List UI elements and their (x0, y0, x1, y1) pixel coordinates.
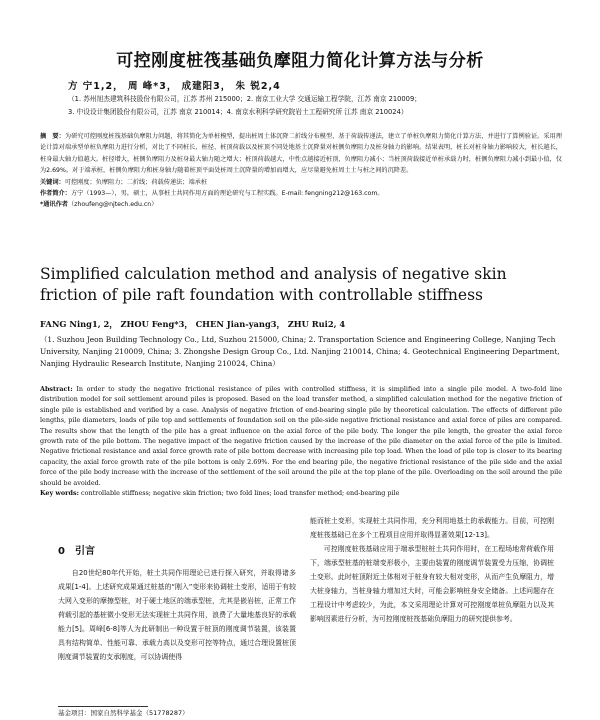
chinese-keywords (40, 177, 562, 188)
chinese-keywords-text: 可控刚度；负摩阻力；二折线；荷载传递法；端承桩 (64, 178, 208, 186)
chinese-abstract-text: 为研究可控刚度桩筏基础负摩阻力问题，将其简化为单桩模型，提出桩周土体沉降二折线分布模型，基于荷载传递法，建立了单桩负摩阻力简化计算方法，并进行了算例验证。采用理论计算对端承型单桩负摩阻力进行分析，对比了不同桩长、桩径、桩顶荷载以及桩顶不同处地基土沉降量对桩侧负摩阻力及桩身轴力的影响。结果表明，桩长对桩身轴力影响较大，桩长越长，桩身最大轴力值越大。桩径增大，桩侧负摩阻力及桩身最大轴力随之增大；桩顶荷载越大，中性点越接近桩顶，负摩阻力减小；当桩顶荷载接近单桩承载力时，桩侧负摩阻力减小到最小值，仅为2.69%。对于端承桩，桩侧负摩阻力和桩身轴力随着桩顶平面处桩周土沉降量的增加而增大，应尽量避免桩周土土与桩之间的沉降差。 (40, 133, 562, 175)
chinese-author-bio-label: 作者简介： (40, 190, 71, 198)
english-affiliations: （1. Suzhou Jeon Building Technology Co., Ltd, Suzhou 215000, China; 2. Transportation Science and Engineering College, Nanjing Tech University, Nanjing 210009, China; 3. Zhongshe Design Group Co., Ltd. Nanjing 210014, China; 4. Geotechnical Engineering Department, Nanjing Hydraulic Research Institute, Nanjing 210024, China） (40, 335, 560, 368)
chinese-title: 可控刚度桩筏基础负摩阻力简化计算方法与分析 (116, 51, 484, 71)
chinese-authors: 方 宁1,2， 周 峰*3， 成建阳3， 朱 锐2,4 (68, 81, 281, 92)
chinese-author-bio-text: 方宁（1993—），男，硕士，从事桩土共同作用方面的理论研究与工程实践。E-mail: fengning212@163.com。 (70, 190, 384, 198)
body-left-column (58, 566, 296, 664)
chinese-affiliation-line: （1. 苏州旭杰建筑科技股份有限公司，江苏 苏州 215000；2. 南京工业大学 交通运输工程学院，江苏 南京 210009； (68, 95, 421, 103)
english-keywords (40, 488, 562, 498)
chinese-affiliation-line: 3. 中设设计集团股份有限公司，江苏 南京 210014；4. 南京水利科学研究院岩土工程研究所 江苏 南京 210024） (68, 108, 408, 116)
body-paragraph: 能而桩土变形，实现桩土共同作用，充分利用地基土的承载能力。目前，可控刚度桩筏基础已在多个工程项目应用并取得显著效果[12-13]。 (310, 517, 554, 539)
english-abstract (40, 384, 562, 488)
english-keywords-label: Key words: (40, 489, 79, 498)
chinese-author-bio (40, 188, 562, 199)
chinese-affiliations (68, 93, 568, 119)
body-right-column (310, 514, 554, 626)
corresponding-author-label: *通讯作者 (40, 201, 68, 209)
english-abstract-text: In order to study the negative frictional resistance of piles with controlled stiffness, it is simplified into a single pile model. A two-fold line distribution model for soil settlement around piles is proposed. Based on the load transfer method, a simplified calculation method for the negative friction of single pile is established and verified by a case. Analysis of negative friction of end-bearing single pile by theoretical calculation. The effects of different pile lengths, pile diameters, loads of pile top and settlements of foundation soil on the pile-side negative frictional resistance and axial force of piles are compared. The results show that the length of the pile has a great influence on the axial force of the pile body. The longer the pile length, the greater the axial force growth rate of the pile bottom. The negative impact of the negative friction caused by the increase of the pile diameter on the axial force of the pile is limited. Negative frictional resistance and axial force growth rate of pile bottom decrease with increasing pile top load. When the load of pile top is closer to its bearing capacity, the axial force growth rate of the pile bottom is only 2.69%. For the end bearing pile, the negative frictional resistance of the pile side and the axial force of the pile body increase with the increase of the settlement of the soil around the pile at the top plane of the pile. Overloading on the soil around the pile should be avoided. (40, 385, 562, 487)
corresponding-author-email: （zhoufeng@njtech.edu.cn） (68, 201, 158, 209)
english-authors: FANG Ning1, 2， ZHOU Feng*3， CHEN Jian-yang3， ZHU Rui2, 4 (40, 319, 346, 329)
section-heading-introduction: 0 引言 (58, 546, 95, 557)
body-paragraph: 可控刚度桩筏基础应用于端承型桩桩土共同作用时，在工程场地常荷载作用下，端承型桩基的桩端变形极小，主要由装置的刚度调节装置受力压缩，协调桩土变形。此时桩顶附近土体相对于桩身有较大相对变形，从而产生负摩阻力，增大桩身轴力，当桩身轴力增加过大时，可能会影响桩身安全储备。上述问题存在工程设计中考虑较少，为此，本文采用理论计算对可控刚度单桩负摩阻力以及其影响因素进行分析，为可控刚度桩筏基础负摩阻力的研究提供参考。 (310, 545, 554, 623)
chinese-abstract (40, 131, 562, 177)
footnote-rule (58, 706, 148, 707)
english-keywords-text: controllable stiffness; negative skin friction; two fold lines; load transfer method; end-bearing pile (81, 489, 400, 498)
chinese-abstract-label: 摘 要： (40, 133, 65, 140)
footnote-funding: 基金项目：国家自然科学基金（51778287） (58, 709, 189, 717)
english-abstract-block (40, 384, 562, 498)
chinese-keywords-label: 关键词： (40, 178, 65, 186)
corresponding-author (40, 199, 562, 210)
chinese-abstract-block (40, 131, 562, 211)
english-abstract-label: Abstract: (40, 385, 73, 393)
english-title: Simplified calculation method and analysis of negative skin friction of pile raft foundation with controllable stiffness (40, 265, 507, 304)
body-paragraph: 自20世纪80年代开始，桩土共同作用理论已进行探入研究，并取得诸多成果[1-4]。上述研究成果通过桩基的“刚入”变形来协调桩土变形，适用于有较大网入变形的摩擦型桩，对于硬土地区的端承型桩，尤其是嵌岩桩，正常工作荷载引起的基桩微小变形无法实现桩土共同作用，浪费了大量地基良好的承载能力[5]。周峰[6-8]等人为此研制出一种设置于桩顶的刚度调节装置，该装置具有结构简单、性能可靠、承载力高以及变形可控等特点，通过合理设置桩顶刚度调节装置的支承刚度，可以协调使得 (58, 569, 296, 661)
